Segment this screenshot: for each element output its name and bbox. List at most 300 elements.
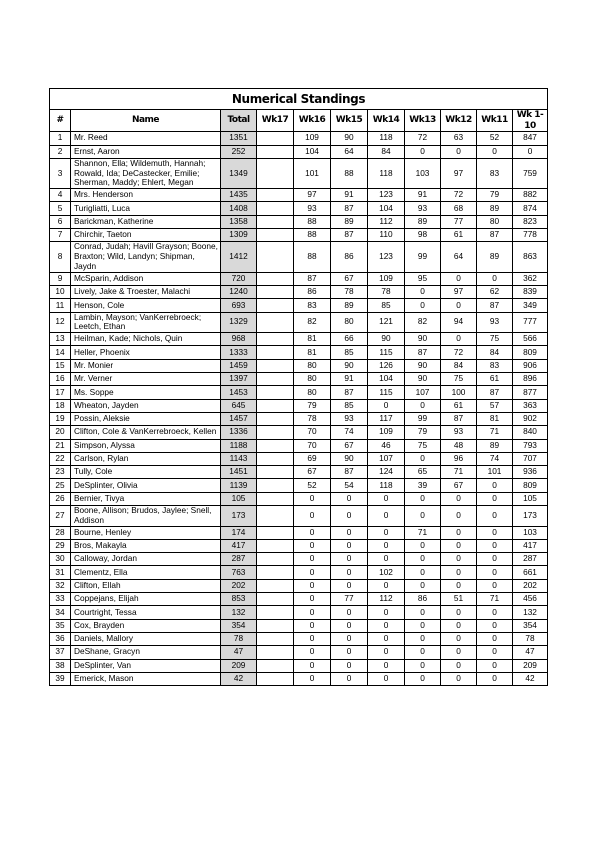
wk11-cell: 61 [477,373,513,386]
total-cell: 287 [221,553,257,566]
wk1-10-cell: 0 [513,145,548,158]
wk12-cell: 0 [441,145,477,158]
wk13-cell: 0 [405,646,441,659]
wk17-cell [257,373,294,386]
wk16-cell: 52 [294,479,331,492]
wk13-cell: 87 [405,346,441,359]
wk17-cell [257,426,294,439]
standings-body [50,132,548,686]
wk16-cell: 80 [294,386,331,399]
table-row [50,399,548,412]
name-cell: Lively, Jake & Troester, Malachi [71,285,221,298]
total-cell: 1351 [221,132,257,145]
total-cell: 1188 [221,439,257,452]
wk16-cell: 104 [294,145,331,158]
table-row [50,346,548,359]
wk11-cell: 0 [477,619,513,632]
wk13-cell: 93 [405,202,441,215]
wk1-10-cell: 896 [513,373,548,386]
rank-cell: 25 [50,479,71,492]
table-row [50,659,548,672]
wk15-cell: 89 [331,299,368,312]
name-cell: Heilman, Kade; Nichols, Quin [71,333,221,346]
wk16-cell: 88 [294,242,331,272]
wk11-cell: 0 [477,553,513,566]
wk17-cell [257,346,294,359]
wk12-cell: 71 [441,466,477,479]
name-cell: Mr. Reed [71,132,221,145]
wk16-cell: 88 [294,229,331,242]
wk14-cell: 110 [368,229,405,242]
rank-cell: 13 [50,333,71,346]
wk17-cell [257,412,294,425]
wk11-cell: 89 [477,202,513,215]
wk13-cell: 91 [405,189,441,202]
total-cell: 1453 [221,386,257,399]
wk11-cell: 52 [477,132,513,145]
wk11-cell: 89 [477,439,513,452]
wk12-cell: 72 [441,346,477,359]
rank-cell: 28 [50,526,71,539]
table-row [50,566,548,579]
wk1-10-cell: 362 [513,272,548,285]
table-row [50,272,548,285]
wk16-cell: 67 [294,466,331,479]
table-row [50,215,548,228]
wk15-cell: 0 [331,553,368,566]
wk16-cell: 0 [294,619,331,632]
total-cell: 173 [221,506,257,527]
wk12-cell: 75 [441,373,477,386]
name-cell: Conrad, Judah; Havill Grayson; Boone, Braxton; Wild, Landyn; Shipman, Jaydn [71,242,221,272]
wk11-cell: 0 [477,492,513,505]
wk14-cell: 0 [368,539,405,552]
table-row [50,606,548,619]
wk1-10-cell: 793 [513,439,548,452]
wk13-cell: 79 [405,426,441,439]
wk13-cell: 90 [405,333,441,346]
wk12-cell: 0 [441,299,477,312]
total-cell: 968 [221,333,257,346]
total-cell: 47 [221,646,257,659]
name-cell: Carlson, Rylan [71,452,221,465]
wk12-cell: 93 [441,426,477,439]
total-cell: 1309 [221,229,257,242]
wk1-10-cell: 882 [513,189,548,202]
rank-cell: 33 [50,593,71,606]
wk14-cell: 0 [368,526,405,539]
wk16-cell: 80 [294,373,331,386]
total-cell: 763 [221,566,257,579]
wk15-cell: 80 [331,312,368,333]
wk13-cell: 0 [405,285,441,298]
standings-table [49,88,548,686]
total-cell: 1408 [221,202,257,215]
wk13-cell: 39 [405,479,441,492]
wk12-cell: 61 [441,399,477,412]
wk12-cell: 63 [441,132,477,145]
name-cell: Lambin, Mayson; VanKerrebroeck; Leetch, Ethan [71,312,221,333]
name-cell: Cox, Brayden [71,619,221,632]
header-wk1-10: Wk 1-10 [513,110,548,132]
wk14-cell: 102 [368,566,405,579]
wk13-cell: 0 [405,579,441,592]
wk16-cell: 101 [294,158,331,188]
wk12-cell: 0 [441,553,477,566]
wk13-cell: 99 [405,242,441,272]
total-cell: 252 [221,145,257,158]
wk13-cell: 0 [405,506,441,527]
wk1-10-cell: 202 [513,579,548,592]
wk17-cell [257,285,294,298]
wk13-cell: 0 [405,619,441,632]
wk14-cell: 104 [368,373,405,386]
table-row [50,526,548,539]
wk12-cell: 0 [441,659,477,672]
wk12-cell: 94 [441,312,477,333]
table-row [50,506,548,527]
total-cell: 693 [221,299,257,312]
wk16-cell: 0 [294,506,331,527]
header-row [50,110,548,132]
wk14-cell: 115 [368,386,405,399]
wk13-cell: 98 [405,229,441,242]
wk14-cell: 0 [368,399,405,412]
name-cell: Henson, Cole [71,299,221,312]
wk17-cell [257,132,294,145]
wk1-10-cell: 209 [513,659,548,672]
wk14-cell: 0 [368,632,405,645]
total-cell: 132 [221,606,257,619]
wk11-cell: 71 [477,593,513,606]
wk14-cell: 112 [368,215,405,228]
rank-cell: 12 [50,312,71,333]
wk12-cell: 84 [441,359,477,372]
wk12-cell: 0 [441,272,477,285]
wk11-cell: 0 [477,272,513,285]
wk12-cell: 0 [441,579,477,592]
wk17-cell [257,672,294,685]
wk13-cell: 0 [405,539,441,552]
wk11-cell: 0 [477,539,513,552]
wk1-10-cell: 902 [513,412,548,425]
name-cell: Turigliatti, Luca [71,202,221,215]
rank-cell: 9 [50,272,71,285]
wk11-cell: 62 [477,285,513,298]
rank-cell: 39 [50,672,71,685]
wk14-cell: 109 [368,272,405,285]
wk16-cell: 87 [294,272,331,285]
name-cell: Mrs. Henderson [71,189,221,202]
wk15-cell: 87 [331,386,368,399]
name-cell: McSparin, Addison [71,272,221,285]
name-cell: Chirchir, Taeton [71,229,221,242]
wk1-10-cell: 349 [513,299,548,312]
total-cell: 209 [221,659,257,672]
total-cell: 417 [221,539,257,552]
wk17-cell [257,359,294,372]
wk15-cell: 85 [331,399,368,412]
name-cell: Wheaton, Jayden [71,399,221,412]
header-wk15: Wk15 [331,110,368,132]
header-rank: # [50,110,71,132]
wk14-cell: 85 [368,299,405,312]
wk14-cell: 115 [368,346,405,359]
wk17-cell [257,272,294,285]
wk12-cell: 0 [441,646,477,659]
wk17-cell [257,466,294,479]
rank-cell: 22 [50,452,71,465]
wk14-cell: 0 [368,619,405,632]
wk13-cell: 0 [405,452,441,465]
table-row [50,579,548,592]
name-cell: Boone, Allison; Brudos, Jaylee; Snell, Addison [71,506,221,527]
wk13-cell: 75 [405,439,441,452]
name-cell: Courtright, Tessa [71,606,221,619]
table-row [50,646,548,659]
wk16-cell: 97 [294,189,331,202]
wk1-10-cell: 936 [513,466,548,479]
table-row [50,672,548,685]
wk11-cell: 0 [477,579,513,592]
wk16-cell: 0 [294,553,331,566]
rank-cell: 26 [50,492,71,505]
rank-cell: 3 [50,158,71,188]
name-cell: DeShane, Gracyn [71,646,221,659]
wk16-cell: 81 [294,346,331,359]
total-cell: 1349 [221,158,257,188]
wk11-cell: 87 [477,229,513,242]
wk1-10-cell: 906 [513,359,548,372]
wk17-cell [257,526,294,539]
rank-cell: 10 [50,285,71,298]
wk1-10-cell: 354 [513,619,548,632]
wk15-cell: 90 [331,132,368,145]
wk16-cell: 70 [294,426,331,439]
wk16-cell: 0 [294,579,331,592]
wk17-cell [257,619,294,632]
wk14-cell: 118 [368,132,405,145]
wk1-10-cell: 78 [513,632,548,645]
table-row [50,479,548,492]
wk1-10-cell: 132 [513,606,548,619]
header-name: Name [71,110,221,132]
wk1-10-cell: 863 [513,242,548,272]
wk12-cell: 97 [441,285,477,298]
name-cell: DeSplinter, Van [71,659,221,672]
rank-cell: 20 [50,426,71,439]
rank-cell: 38 [50,659,71,672]
wk16-cell: 0 [294,672,331,685]
total-cell: 105 [221,492,257,505]
table-row [50,242,548,272]
wk13-cell: 86 [405,593,441,606]
wk1-10-cell: 105 [513,492,548,505]
table-row [50,145,548,158]
wk15-cell: 87 [331,202,368,215]
wk14-cell: 112 [368,593,405,606]
wk11-cell: 87 [477,299,513,312]
wk12-cell: 0 [441,632,477,645]
name-cell: Barickman, Katherine [71,215,221,228]
rank-cell: 8 [50,242,71,272]
wk14-cell: 0 [368,506,405,527]
wk17-cell [257,632,294,645]
wk11-cell: 84 [477,346,513,359]
standings-sheet [49,88,547,686]
wk17-cell [257,386,294,399]
total-cell: 1459 [221,359,257,372]
wk17-cell [257,312,294,333]
name-cell: Clifton, Ellah [71,579,221,592]
wk15-cell: 67 [331,439,368,452]
wk14-cell: 109 [368,426,405,439]
wk15-cell: 0 [331,659,368,672]
wk11-cell: 81 [477,412,513,425]
wk15-cell: 91 [331,373,368,386]
wk12-cell: 97 [441,158,477,188]
wk17-cell [257,299,294,312]
wk1-10-cell: 777 [513,312,548,333]
wk13-cell: 72 [405,132,441,145]
wk14-cell: 0 [368,672,405,685]
wk11-cell: 0 [477,506,513,527]
wk15-cell: 0 [331,619,368,632]
wk15-cell: 0 [331,539,368,552]
wk12-cell: 0 [441,606,477,619]
wk16-cell: 0 [294,492,331,505]
wk15-cell: 0 [331,579,368,592]
wk15-cell: 93 [331,412,368,425]
rank-cell: 37 [50,646,71,659]
wk13-cell: 0 [405,659,441,672]
table-row [50,333,548,346]
wk17-cell [257,145,294,158]
wk16-cell: 0 [294,526,331,539]
wk11-cell: 0 [477,606,513,619]
wk14-cell: 0 [368,579,405,592]
wk14-cell: 107 [368,452,405,465]
total-cell: 1412 [221,242,257,272]
table-row [50,553,548,566]
wk1-10-cell: 363 [513,399,548,412]
table-row [50,539,548,552]
table-row [50,632,548,645]
wk15-cell: 86 [331,242,368,272]
name-cell: Mr. Monier [71,359,221,372]
rank-cell: 11 [50,299,71,312]
wk15-cell: 74 [331,426,368,439]
wk14-cell: 90 [368,333,405,346]
wk12-cell: 0 [441,333,477,346]
wk15-cell: 67 [331,272,368,285]
table-row [50,492,548,505]
wk13-cell: 99 [405,412,441,425]
wk1-10-cell: 877 [513,386,548,399]
name-cell: Mr. Verner [71,373,221,386]
rank-cell: 15 [50,359,71,372]
total-cell: 1397 [221,373,257,386]
wk15-cell: 0 [331,632,368,645]
rank-cell: 31 [50,566,71,579]
wk12-cell: 64 [441,242,477,272]
wk14-cell: 118 [368,158,405,188]
wk15-cell: 78 [331,285,368,298]
wk17-cell [257,579,294,592]
name-cell: Bourne, Henley [71,526,221,539]
wk12-cell: 68 [441,202,477,215]
header-wk14: Wk14 [368,110,405,132]
rank-cell: 21 [50,439,71,452]
name-cell: Coppejans, Elijah [71,593,221,606]
table-row [50,593,548,606]
wk16-cell: 70 [294,439,331,452]
wk14-cell: 46 [368,439,405,452]
rank-cell: 7 [50,229,71,242]
wk11-cell: 0 [477,646,513,659]
rank-cell: 23 [50,466,71,479]
wk14-cell: 126 [368,359,405,372]
total-cell: 78 [221,632,257,645]
rank-cell: 27 [50,506,71,527]
table-row [50,452,548,465]
wk15-cell: 87 [331,229,368,242]
wk1-10-cell: 823 [513,215,548,228]
wk12-cell: 0 [441,619,477,632]
table-title: Numerical Standings [49,88,548,109]
wk1-10-cell: 809 [513,346,548,359]
wk14-cell: 123 [368,242,405,272]
wk1-10-cell: 417 [513,539,548,552]
wk11-cell: 74 [477,452,513,465]
wk16-cell: 0 [294,539,331,552]
wk12-cell: 67 [441,479,477,492]
table-row [50,202,548,215]
wk17-cell [257,553,294,566]
wk13-cell: 0 [405,632,441,645]
wk15-cell: 66 [331,333,368,346]
name-cell: Simpson, Alyssa [71,439,221,452]
wk13-cell: 82 [405,312,441,333]
wk15-cell: 0 [331,526,368,539]
wk1-10-cell: 759 [513,158,548,188]
table-row [50,132,548,145]
wk13-cell: 65 [405,466,441,479]
wk1-10-cell: 840 [513,426,548,439]
rank-cell: 4 [50,189,71,202]
wk15-cell: 89 [331,215,368,228]
wk1-10-cell: 809 [513,479,548,492]
wk13-cell: 103 [405,158,441,188]
wk17-cell [257,659,294,672]
total-cell: 1240 [221,285,257,298]
total-cell: 1457 [221,412,257,425]
name-cell: Heller, Phoenix [71,346,221,359]
wk1-10-cell: 707 [513,452,548,465]
total-cell: 354 [221,619,257,632]
table-row [50,312,548,333]
table-row [50,285,548,298]
wk1-10-cell: 778 [513,229,548,242]
header-wk17: Wk17 [257,110,294,132]
wk17-cell [257,479,294,492]
wk17-cell [257,189,294,202]
table-row [50,619,548,632]
total-cell: 202 [221,579,257,592]
table-row [50,189,548,202]
wk11-cell: 79 [477,189,513,202]
name-cell: Ms. Soppe [71,386,221,399]
